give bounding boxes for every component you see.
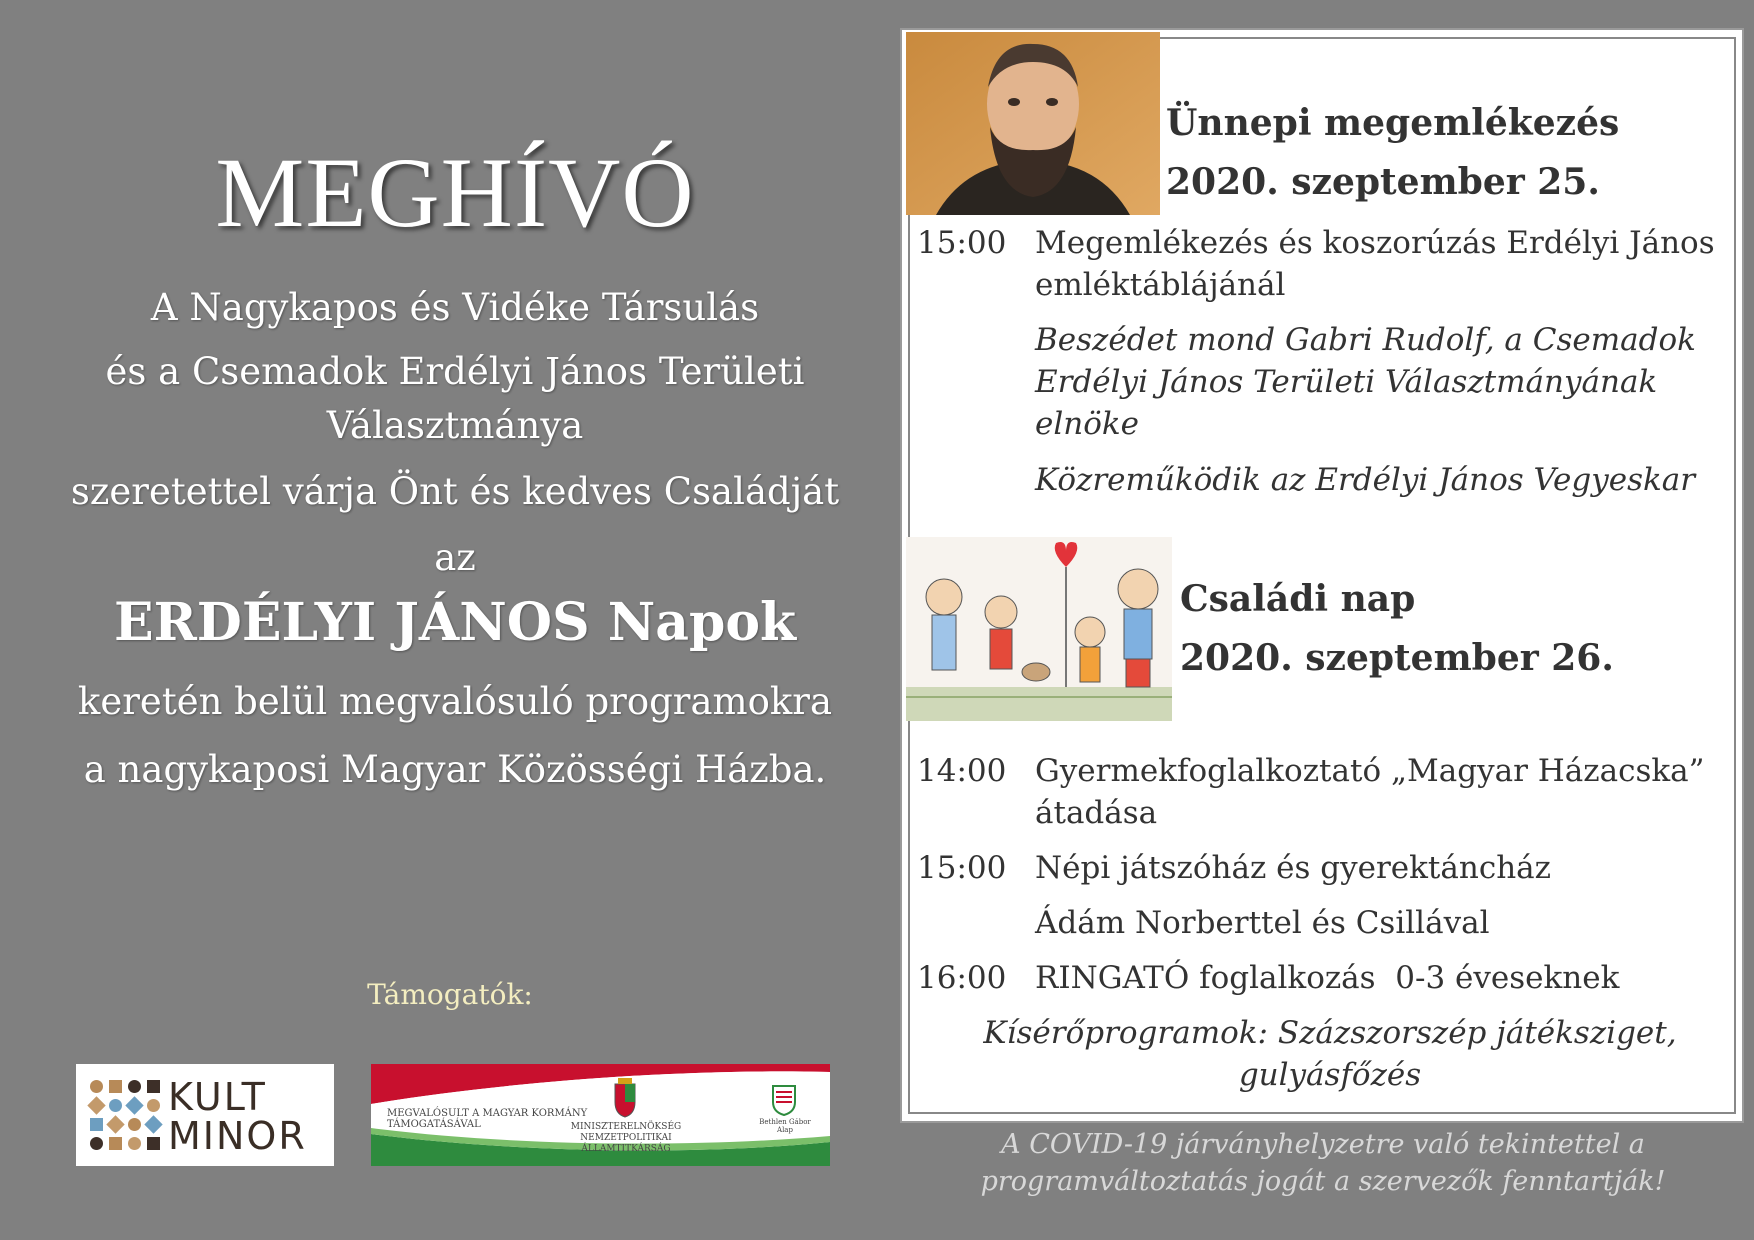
program1-speech <box>917 319 1717 449</box>
gov-text-3 <box>753 1118 817 1134</box>
organizer-line-2: és a Csemadok Erdélyi János Területi <box>105 350 805 393</box>
supporters-label: Támogatók: <box>367 978 533 1011</box>
program1-item-1 <box>917 222 1717 312</box>
gov-line-4: NEMZETPOLITIKAI ÁLLAMTITKÁRSÁG <box>580 1133 672 1154</box>
gov-line-3: MINISZTERELNÖKSÉG <box>570 1122 682 1132</box>
item-time: 16:00 <box>917 960 1007 996</box>
item-text: Ádám Norberttel és Csillával <box>1035 905 1490 941</box>
item-time: 14:00 <box>917 753 1007 789</box>
item-time: 15:00 <box>917 850 1007 886</box>
event-name: ERDÉLYI JÁNOS Napok <box>113 592 797 653</box>
bethlen-fund-icon <box>771 1084 797 1116</box>
invite-line-az: az <box>434 536 476 579</box>
item-text: Megemlékezés és koszorúzás Erdélyi János emléktáblájánál <box>1035 225 1715 303</box>
item-text: Népi játszóház és gyerektáncház <box>1035 850 1551 886</box>
venue-line: a nagykaposi Magyar Közösségi Házba. <box>83 748 827 791</box>
item-time: 15:00 <box>917 225 1007 261</box>
kult-minor-text <box>168 1075 307 1158</box>
erdelyi-janos-portrait-image <box>906 32 1160 215</box>
program-line: keretén belül megvalósuló programokra <box>77 680 833 723</box>
gov-text-2 <box>551 1122 701 1155</box>
kult-minor-logo <box>76 1064 334 1166</box>
coat-of-arms-icon <box>613 1078 637 1118</box>
invite-line: szeretettel várja Önt és kedves Családját <box>70 470 840 513</box>
government-support-logo <box>371 1064 830 1166</box>
program2-item-3 <box>917 902 1717 944</box>
item-text: Gyermekfoglalkoztató „Magyar Házacska” átadása <box>1035 753 1705 831</box>
program2-date: 2020. szeptember 26. <box>1180 637 1614 679</box>
family-day-kids-drawing-image <box>906 537 1172 721</box>
item-text: RINGATÓ foglalkozás 0-3 éveseknek <box>1035 960 1620 996</box>
organizer-line-1: A Nagykapos és Vidéke Társulás <box>150 286 760 329</box>
program2-item-4 <box>917 957 1717 999</box>
page-title: MEGHÍVÓ <box>215 137 695 248</box>
program1-title: Ünnepi megemlékezés <box>1166 102 1620 144</box>
kult-word: KULT <box>168 1075 267 1119</box>
gov-line-5: Bethlen Gábor <box>759 1118 811 1126</box>
speech-text: Beszédet mond Gabri Rudolf, a Csemadok Erdélyi János Területi Választmányának elnöke <box>1035 322 1696 442</box>
gov-line-6: Alap <box>777 1126 793 1134</box>
program2-title: Családi nap <box>1180 578 1416 620</box>
gov-line-1: MEGVALÓSULT A MAGYAR KORMÁNY <box>387 1108 588 1119</box>
gov-line-2: TÁMOGATÁSÁVAL <box>387 1119 481 1130</box>
program1-date: 2020. szeptember 25. <box>1166 161 1600 203</box>
minor-word: MINOR <box>168 1114 307 1158</box>
side-programs-note: Kísérőprogramok: Százszorszép játéksziget, gulyásfőzés <box>983 1015 1677 1093</box>
program2-item-2 <box>917 847 1717 889</box>
kult-pattern-icon <box>90 1080 160 1150</box>
program2-item-1 <box>917 750 1717 840</box>
program1-choir <box>917 459 1717 501</box>
covid-notice: A COVID-19 járványhelyzetre való tekintettel a programváltoztatás jogát a szervezők fenntartják! <box>980 1129 1666 1197</box>
choir-text: Közreműködik az Erdélyi János Vegyeskar <box>1035 462 1696 498</box>
organizer-line-3: Választmánya <box>326 404 584 447</box>
